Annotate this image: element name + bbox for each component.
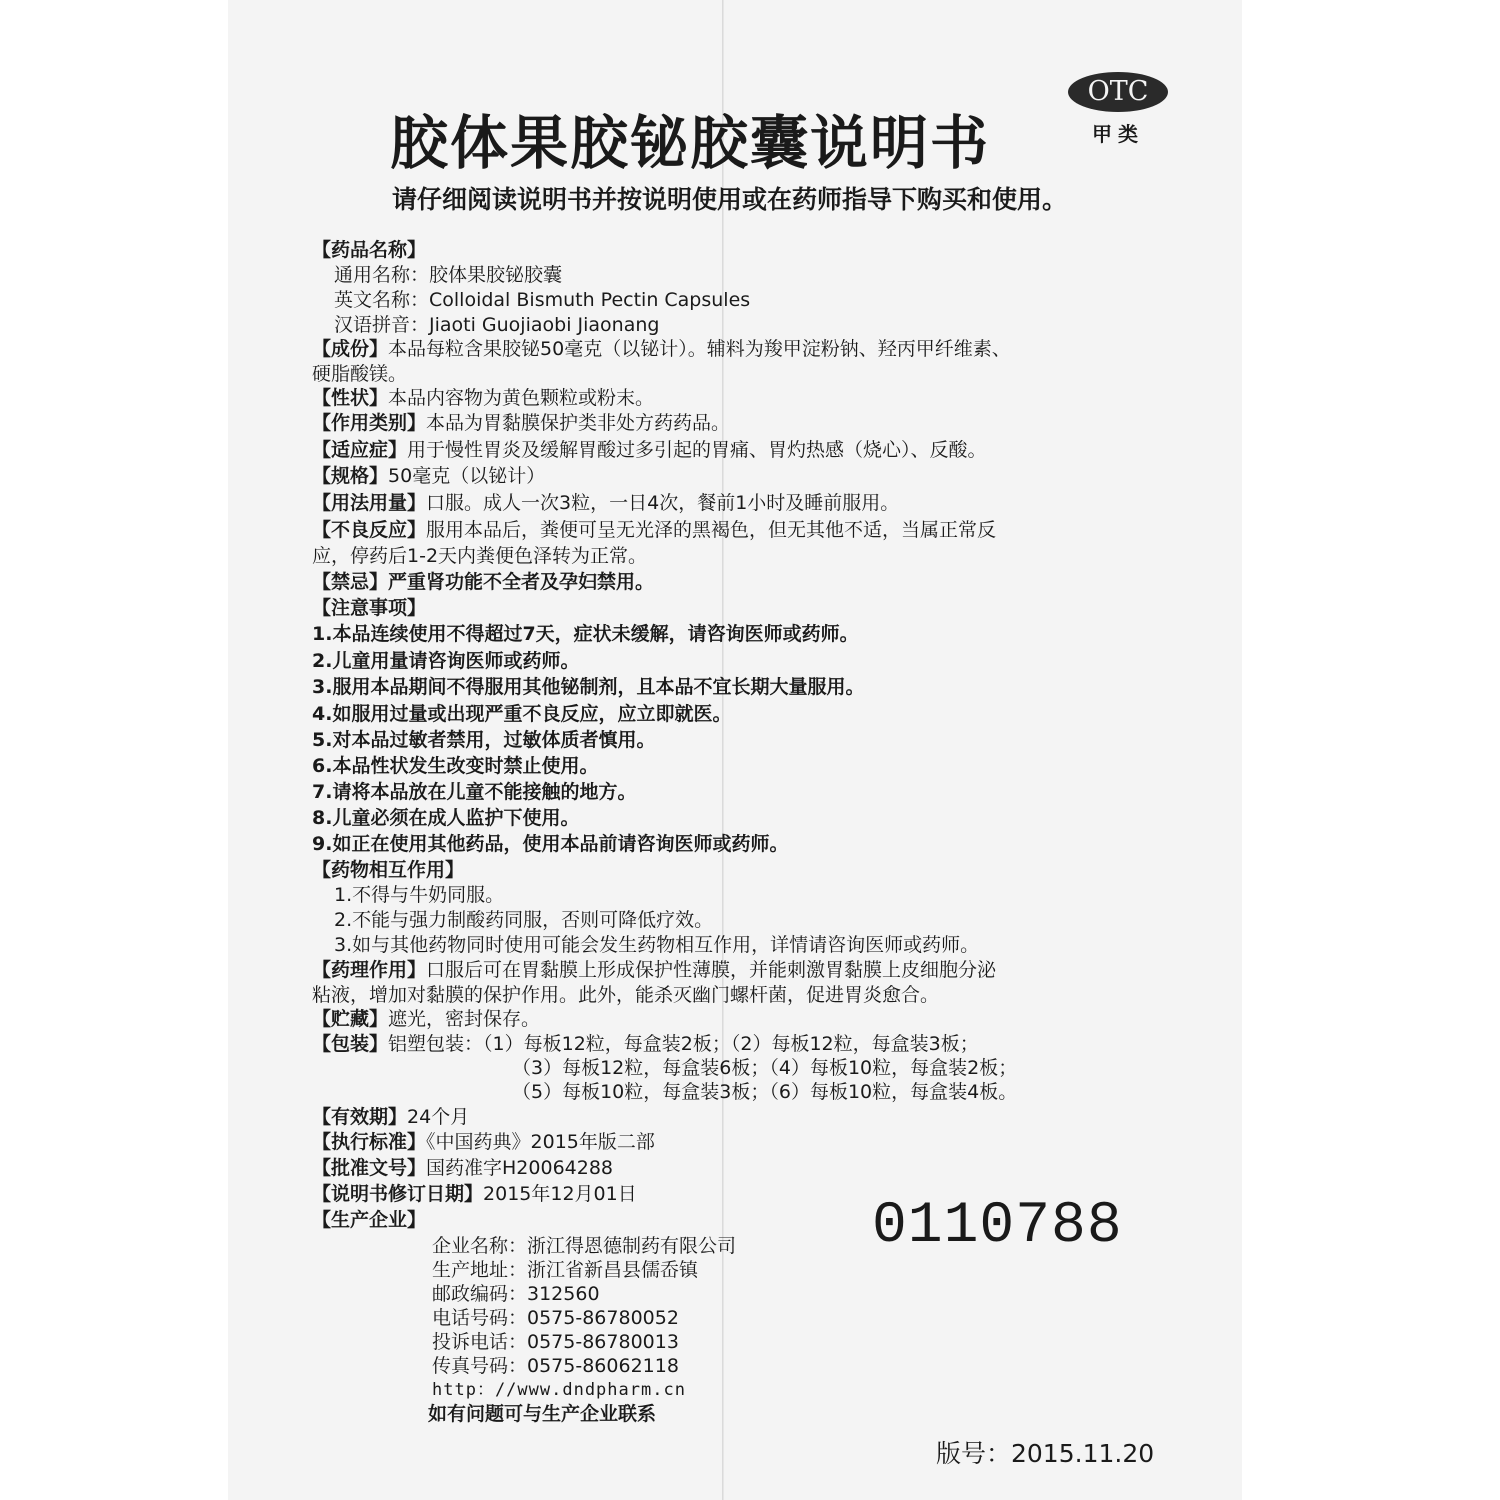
- manufacturer-fax: 传真号码：0575-86062118: [432, 1355, 679, 1377]
- section-header-validity: 【有效期】: [312, 1106, 408, 1128]
- approval-number: 国药准字H20064288: [426, 1157, 614, 1179]
- validity-text: 24个月: [407, 1106, 470, 1128]
- precaution-item: 1.本品连续使用不得超过7天，症状未缓解，请咨询医师或药师。: [312, 623, 859, 645]
- precaution-item: 2.儿童用量请咨询医师或药师。: [312, 650, 580, 672]
- packaging-line: （5）每板10粒，每盒装3板；（6）每板10粒，每盒装4板。: [512, 1081, 1018, 1103]
- contraindication-text: 严重肾功能不全者及孕妇禁用。: [388, 571, 655, 593]
- pharmacology-text: 口服后可在胃黏膜上形成保护性薄膜，并能刺激胃黏膜上皮细胞分泌: [426, 959, 997, 981]
- precaution-item: 9.如正在使用其他药品，使用本品前请咨询医师或药师。: [312, 833, 789, 855]
- adverse-row: [312, 517, 996, 543]
- character-text: 本品内容物为黄色颗粒或粉末。: [388, 387, 655, 409]
- approval-row: [312, 1155, 613, 1181]
- section-header-interactions: 【药物相互作用】: [312, 859, 465, 881]
- composition-text: 本品每粒含果胶铋50毫克（以铋计）。辅料为羧甲淀粉钠、羟丙甲纤维素、: [388, 338, 1011, 360]
- packaging-line: （3）每板12粒，每盒装6板；（4）每板10粒，每盒装2板；: [512, 1057, 1018, 1079]
- dosage-row: [312, 490, 899, 516]
- otc-class-label: 甲类: [1092, 122, 1144, 146]
- precaution-item: 7.请将本品放在儿童不能接触的地方。: [312, 781, 637, 803]
- english-name: 英文名称：Colloidal Bismuth Pectin Capsules: [334, 289, 751, 311]
- version-number: 版号：2015.11.20: [936, 1439, 1155, 1468]
- storage-text: 遮光，密封保存。: [388, 1008, 541, 1030]
- document-subtitle: 请仔细阅读说明书并按说明使用或在药师指导下购买和使用。: [392, 185, 1068, 214]
- adverse-text-cont: 应，停药后1-2天内粪便色泽转为正常。: [312, 545, 648, 567]
- contact-note: 如有问题可与生产企业联系: [428, 1403, 657, 1425]
- manufacturer-complaint-phone: 投诉电话：0575-86780013: [432, 1331, 679, 1353]
- pharmacology-text-cont: 粘液，增加对黏膜的保护作用。此外，能杀灭幽门螺杆菌，促进胃炎愈合。: [312, 984, 940, 1006]
- manufacturer-website: http：//www.dndpharm.cn: [432, 1380, 686, 1400]
- generic-name: 通用名称：胶体果胶铋胶囊: [334, 264, 563, 286]
- section-header-dosage: 【用法用量】: [312, 492, 427, 514]
- manufacturer-address: 生产地址：浙江省新昌县儒岙镇: [432, 1259, 699, 1281]
- manufacturer-phone: 电话号码：0575-86780052: [432, 1307, 679, 1329]
- precaution-item: 6.本品性状发生改变时禁止使用。: [312, 755, 599, 777]
- composition-row: [312, 336, 1011, 362]
- document-title: 胶体果胶铋胶囊说明书: [390, 109, 991, 177]
- contraindication-row: [312, 569, 654, 595]
- packaging-line: 铝塑包装：（1）每板12粒，每盒装2板；（2）每板12粒，每盒装3板；: [388, 1033, 979, 1055]
- indications-text: 用于慢性胃炎及缓解胃酸过多引起的胃痛、胃灼热感（烧心）、反酸。: [407, 439, 987, 461]
- section-header-category: 【作用类别】: [312, 412, 427, 434]
- paper-fold-line: [722, 0, 724, 1500]
- serial-number: 0110788: [872, 1194, 1123, 1259]
- spec-text: 50毫克（以铋计）: [388, 465, 546, 487]
- section-header-spec: 【规格】: [312, 465, 389, 487]
- revision-row: [312, 1181, 637, 1207]
- section-header-character: 【性状】: [312, 387, 389, 409]
- character-row: [312, 385, 654, 411]
- section-header-contraindication: 【禁忌】: [312, 571, 389, 593]
- section-header-approval: 【批准文号】: [312, 1157, 427, 1179]
- storage-row: [312, 1006, 540, 1032]
- pinyin-name: 汉语拼音：Jiaoti Guojiaobi Jiaonang: [334, 314, 660, 336]
- adverse-text: 服用本品后，粪便可呈无光泽的黑褐色，但无其他不适，当属正常反: [426, 519, 997, 541]
- manufacturer-name: 企业名称：浙江得恩德制药有限公司: [432, 1235, 737, 1257]
- precaution-item: 8.儿童必须在成人监护下使用。: [312, 807, 580, 829]
- interaction-item: 2.不能与强力制酸药同服，否则可降低疗效。: [334, 909, 714, 931]
- interaction-item: 1.不得与牛奶同服。: [334, 884, 505, 906]
- category-row: [312, 410, 730, 436]
- composition-text-cont: 硬脂酸镁。: [312, 363, 408, 385]
- section-header-storage: 【贮藏】: [312, 1008, 389, 1030]
- section-header-drug-name: 【药品名称】: [312, 239, 427, 261]
- section-header-packaging: 【包装】: [312, 1033, 389, 1055]
- packaging-row: [312, 1031, 979, 1057]
- section-header-revision: 【说明书修订日期】: [312, 1183, 484, 1205]
- precaution-item: 3.服用本品期间不得服用其他铋制剂，且本品不宜长期大量服用。: [312, 676, 865, 698]
- revision-date: 2015年12月01日: [483, 1183, 637, 1205]
- pharmacology-row: [312, 957, 996, 983]
- category-text: 本品为胃黏膜保护类非处方药药品。: [426, 412, 731, 434]
- standard-row: [312, 1129, 655, 1155]
- otc-badge: OTC: [1068, 72, 1168, 112]
- section-header-standard: 【执行标准】: [312, 1131, 427, 1153]
- section-header-precautions: 【注意事项】: [312, 597, 427, 619]
- section-header-pharmacology: 【药理作用】: [312, 959, 427, 981]
- standard-text: 《中国药典》2015年版二部: [426, 1131, 655, 1153]
- spec-row: [312, 463, 545, 489]
- manufacturer-postcode: 邮政编码：312560: [432, 1283, 600, 1305]
- section-header-indications: 【适应症】: [312, 439, 408, 461]
- section-header-manufacturer: 【生产企业】: [312, 1209, 427, 1231]
- interaction-item: 3.如与其他药物同时使用可能会发生药物相互作用，详情请咨询医师或药师。: [334, 934, 980, 956]
- dosage-text: 口服。成人一次3粒，一日4次，餐前1小时及睡前服用。: [426, 492, 900, 514]
- precaution-item: 4.如服用过量或出现严重不良反应，应立即就医。: [312, 703, 732, 725]
- section-header-composition: 【成份】: [312, 338, 389, 360]
- section-header-adverse: 【不良反应】: [312, 519, 427, 541]
- indications-row: [312, 437, 987, 463]
- precaution-item: 5.对本品过敏者禁用，过敏体质者慎用。: [312, 729, 656, 751]
- validity-row: [312, 1104, 469, 1130]
